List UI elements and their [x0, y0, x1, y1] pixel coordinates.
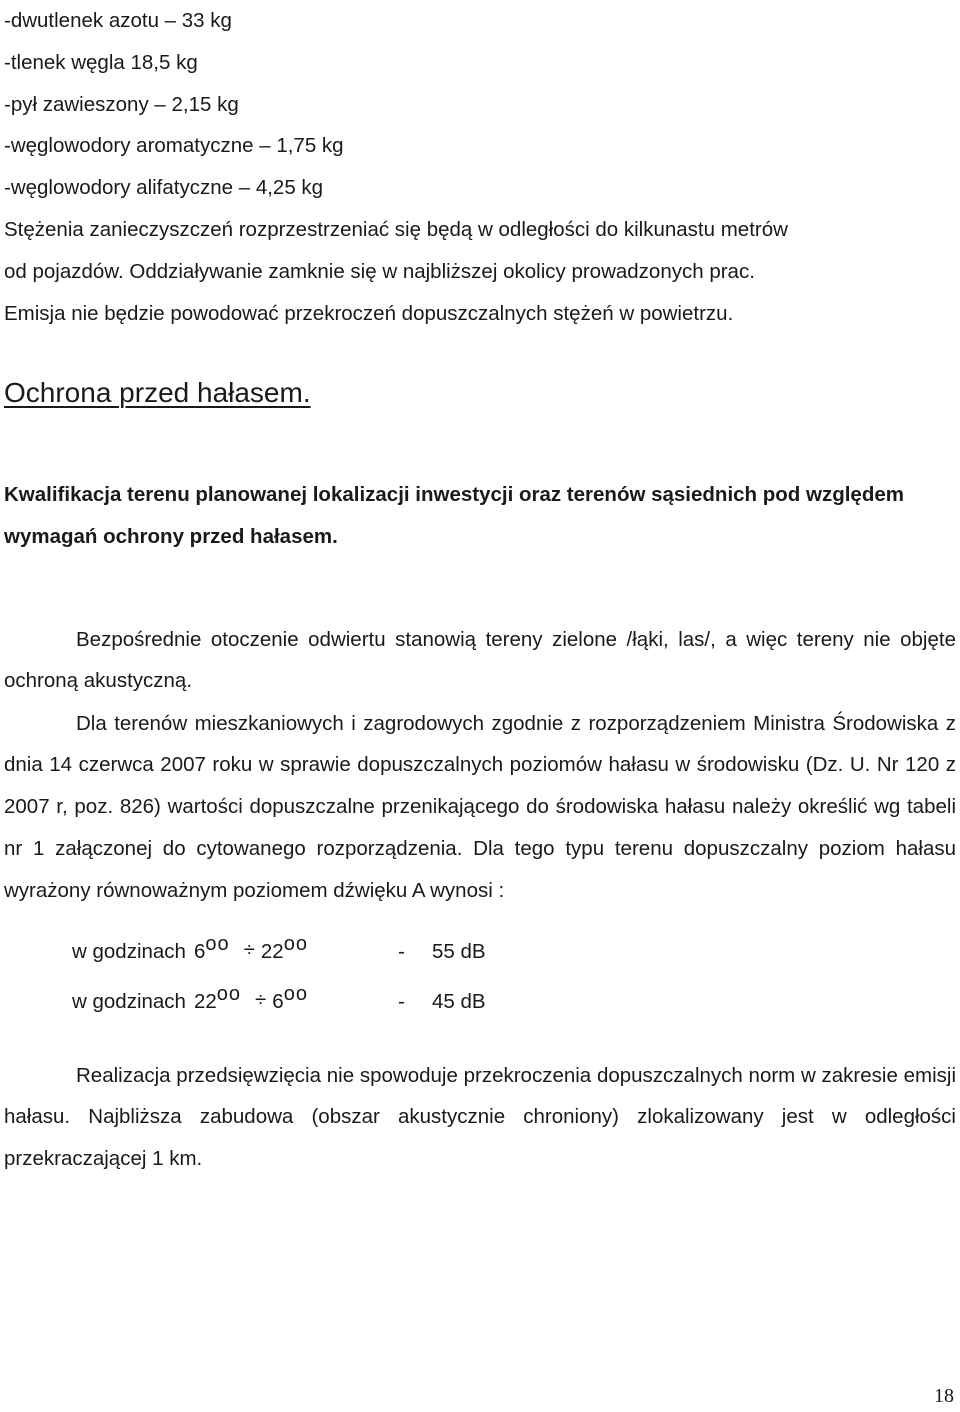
emission-item: -tlenek węgla 18,5 kg [4, 50, 198, 74]
noise-level-value: 45 dB [432, 990, 486, 1013]
subsection-title: Kwalifikacja terenu planowanej lokalizacji inwestycji oraz terenów sąsiednich pod względem wymagań ochrony przed hałasem. [4, 483, 904, 548]
noise-levels-list [72, 933, 772, 1040]
noise-level-to [272, 983, 308, 1014]
noise-level-night [72, 983, 772, 1040]
emission-item: -węglowodory alifatyczne – 4,25 kg [4, 176, 324, 200]
noise-level-value: 55 dB [432, 940, 486, 963]
section-title: Ochrona przed hałasem. [4, 377, 311, 408]
paragraph-surroundings: Bezpośrednie otoczenie odwiertu stanowią tereny zielone /łąki, las/, a więc tereny nie objęte ochroną akustyczną. [4, 627, 956, 693]
range-separator: ÷ [255, 988, 267, 1011]
emission-item: -dwutlenek azotu – 33 kg [4, 9, 232, 32]
noise-level-day [72, 933, 772, 990]
noise-level-label: w godzinach [72, 990, 186, 1013]
page-number: 18 [934, 1385, 954, 1407]
paragraph-regulation: Dla terenów mieszkaniowych i zagrodowych zgodnie z rozporządzeniem Ministra Środowiska z dnia 14 czerwca 2007 roku w sprawie dopuszczalnych poziomów hałasu w środowisku (Dz. U. Nr 120 z 2007 r, poz. 826) wartości dopuszczalne przenikającego do środowiska hałasu należy określić wg tabeli nr 1 załączonej do cytowanego rozporządzenia. Dla tego typu terenu dopuszczalny poziom hałasu wyrażony równoważnym poziomem dźwięku A wynosi : [4, 711, 956, 902]
noise-level-dash: - [398, 990, 405, 1013]
emission-item: -pył zawieszony – 2,15 kg [4, 92, 239, 116]
emission-note-line: od pojazdów. Oddziaływanie zamknie się w najbliższej okolicy prowadzonych prac. [4, 259, 755, 283]
range-separator: ÷ [243, 938, 255, 961]
to-minutes: oo [283, 933, 308, 955]
paragraph-conclusion: Realizacja przedsięwzięcia nie spowoduje przekroczenia dopuszczalnych norm w zakresie emisji hałasu. Najbliższa zabudowa (obszar akustycznie chroniony) zlokalizowany jest w odległości przekraczającej 1 km. [4, 1063, 956, 1171]
to-hour: 22 [260, 940, 284, 963]
noise-level-dash: - [398, 940, 405, 963]
from-hour: 22 [193, 990, 217, 1013]
from-minutes: oo [216, 983, 242, 1005]
emission-item: -węglowodory aromatyczne – 1,75 kg [4, 134, 344, 158]
to-minutes: oo [283, 983, 308, 1005]
emissions-block [4, 0, 956, 334]
noise-level-label: w godzinach [72, 940, 186, 963]
noise-level-from [193, 983, 242, 1014]
from-minutes: oo [205, 933, 230, 955]
to-hour: 6 [272, 990, 284, 1013]
noise-level-from [193, 933, 230, 964]
emission-note-line: Emisja nie będzie powodować przekroczeń dopuszczalnych stężeń w powietrzu. [4, 301, 734, 325]
emission-note-line: Stężenia zanieczyszczeń rozprzestrzeniać się będą w odległości do kilkunastu metrów [4, 217, 788, 241]
noise-level-to [260, 933, 308, 964]
from-hour: 6 [193, 940, 206, 963]
